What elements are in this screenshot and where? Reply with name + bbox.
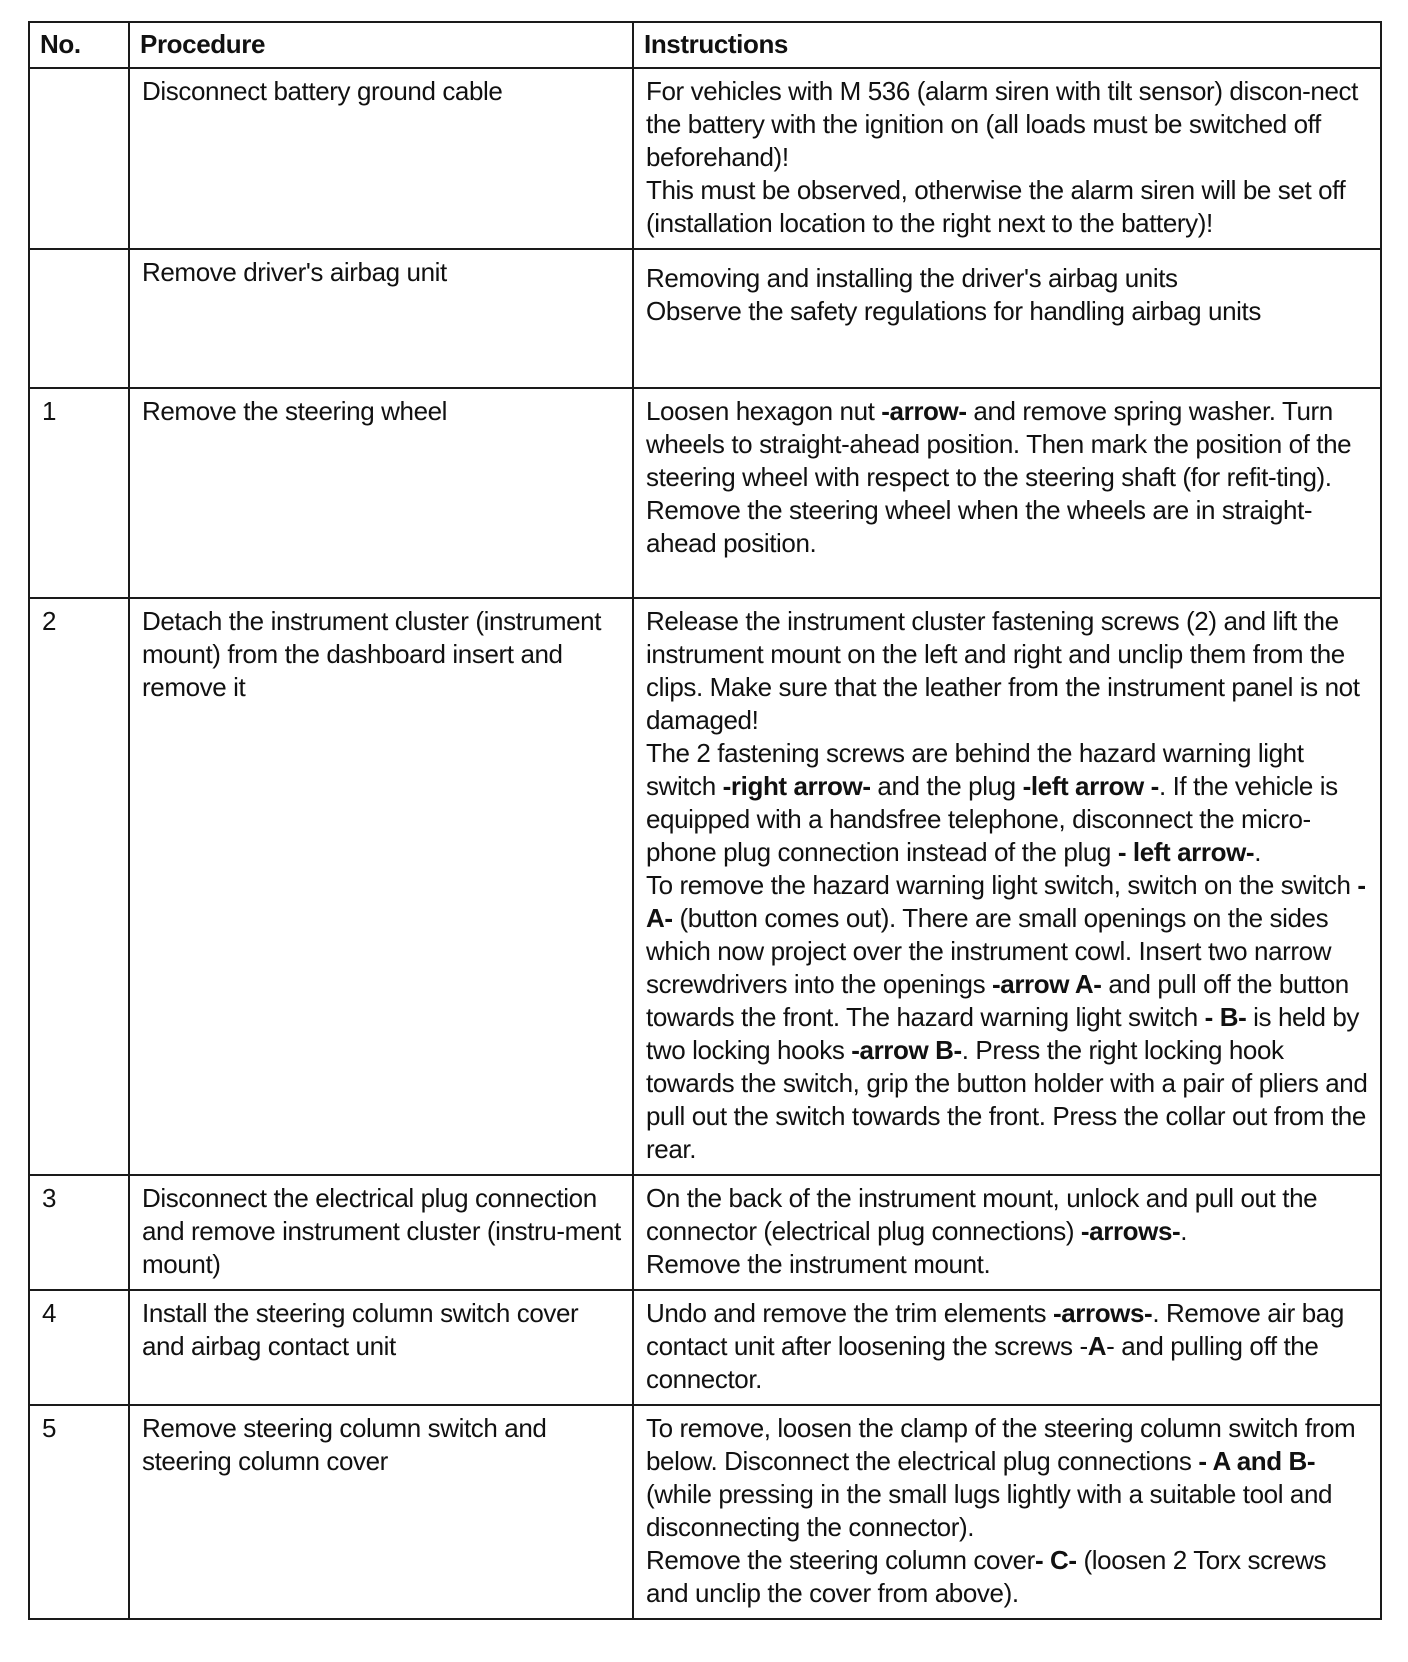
instruction-paragraph [646,1544,1372,1610]
instruction-paragraph [646,1412,1372,1544]
instruction-text: (while pressing in the small lugs lightly with a suitable tool and disconnecting the connector). [646,1479,1333,1542]
instruction-paragraph [646,1182,1372,1248]
instructions-cell [633,68,1381,249]
header-instructions: Instructions [633,22,1381,68]
instruction-text: . [1254,837,1262,867]
instruction-text: Release the instrument cluster fastening screws (2) and lift the instrument mount on the left and right and unclip them from the clips. Make sure that the leather from the instrument panel is not damaged! [646,606,1360,735]
instruction-emphasis: -arrows- [1080,1216,1181,1246]
instruction-text: Remove the instrument mount. [646,1249,991,1279]
instruction-text: For vehicles with M 536 (alarm siren with tilt sensor) discon-nect the battery with the ignition on (all loads must be switched off beforehand)! [646,76,1358,172]
instruction-paragraph [646,75,1372,174]
instructions-cell [633,249,1381,388]
header-no: No. [29,22,129,68]
table-row [29,1405,1381,1619]
table-row [29,68,1381,249]
instruction-emphasis: A [1087,1331,1107,1361]
procedure-text: Disconnect the electrical plug connection and remove instrument cluster (instru-ment mount) [129,1175,633,1290]
instruction-paragraph [646,494,1372,560]
instruction-text: On the back of the instrument mount, unlock and pull out the connector (electrical plug connections) [646,1183,1318,1246]
instruction-emphasis: -arrow B- [851,1035,962,1065]
instruction-paragraph [646,174,1372,240]
instruction-text: To remove the hazard warning light switch, switch on the switch [646,870,1358,900]
instruction-text: Remove the steering column cover [646,1545,1035,1575]
instruction-text: To remove, loosen the clamp of the steering column switch from below. Disconnect the electrical plug connections [646,1413,1356,1476]
instruction-text: and pull off the button towards the front. The hazard warning light switch [646,969,1349,1032]
instruction-text: (loosen 2 Torx screws and unclip the cover from above). [646,1545,1327,1608]
instructions-cell [633,1405,1381,1619]
step-number: 3 [29,1175,129,1290]
instruction-text: Observe the safety regulations for handling airbag units [646,296,1261,326]
header-row [29,22,1381,68]
instruction-text: and the plug [870,771,1023,801]
step-number [29,68,129,249]
instruction-paragraph [646,605,1372,737]
instruction-text: and remove spring washer. Turn wheels to straight-ahead position. Then mark the position of the steering wheel with respect to the steering shaft (for refit-ting). [646,396,1352,492]
table-row [29,598,1381,1175]
procedure-text: Disconnect battery ground cable [129,68,633,249]
instruction-text: . [1180,1216,1188,1246]
instructions-cell [633,598,1381,1175]
procedure-table [28,21,1382,1620]
instruction-emphasis: - B- [1204,1002,1247,1032]
instruction-paragraph [646,869,1372,1166]
instruction-text: The 2 fastening screws are behind the hazard warning light switch [646,738,1304,801]
instructions-cell [633,1290,1381,1405]
instruction-paragraph [646,262,1372,295]
instruction-text: Removing and installing the driver's airbag units [646,263,1178,293]
instruction-emphasis: - C- [1034,1545,1077,1575]
step-number: 2 [29,598,129,1175]
instruction-paragraph [646,1297,1372,1396]
table-body [29,68,1381,1619]
instructions-cell [633,388,1381,598]
instructions-cell [633,1175,1381,1290]
step-number: 5 [29,1405,129,1619]
procedure-text: Remove driver's airbag unit [129,249,633,388]
instruction-paragraph [646,295,1372,328]
step-number: 4 [29,1290,129,1405]
instruction-text: . Press the right locking hook towards the switch, grip the button holder with a pair of pliers and pull out the switch towards the front. Press the collar out from the rear. [646,1035,1368,1164]
instruction-paragraph [646,1248,1372,1281]
procedure-text: Detach the instrument cluster (instrument mount) from the dashboard insert and remove it [129,598,633,1175]
procedure-text: Remove the steering wheel [129,388,633,598]
procedure-text: Remove steering column switch and steering column cover [129,1405,633,1619]
instruction-text: Remove the steering wheel when the wheels are in straight-ahead position. [646,495,1313,558]
instruction-paragraph [646,395,1372,494]
step-number: 1 [29,388,129,598]
instruction-text: Undo and remove the trim elements [646,1298,1053,1328]
instruction-emphasis: - A and B- [1198,1446,1316,1476]
instruction-text: is held by two locking hooks [646,1002,1360,1065]
instruction-text: - and pulling off the connector. [646,1331,1319,1394]
instruction-text: . Remove air bag contact unit after loosening the screws - [646,1298,1344,1361]
instruction-emphasis: -right arrow- [722,771,871,801]
header-procedure: Procedure [129,22,633,68]
instruction-emphasis: -A- [646,870,1366,933]
instruction-text: Loosen hexagon nut [646,396,882,426]
instruction-text: (button comes out). There are small openings on the sides which now project over the instrument cowl. Insert two narrow screwdrivers into the openings [646,903,1332,999]
instruction-emphasis: -arrow- [881,396,967,426]
instruction-paragraph [646,737,1372,869]
instruction-text: . If the vehicle is equipped with a handsfree telephone, disconnect the micro-phone plug connection instead of the plug [646,771,1338,867]
instruction-emphasis: -arrows- [1052,1298,1153,1328]
table-row [29,1290,1381,1405]
instruction-emphasis: -arrow A- [992,969,1102,999]
instruction-emphasis: - left arrow- [1117,837,1255,867]
table-row [29,388,1381,598]
procedure-text: Install the steering column switch cover and airbag contact unit [129,1290,633,1405]
instruction-text: This must be observed, otherwise the alarm siren will be set off (installation location to the right next to the battery)! [646,175,1346,238]
step-number [29,249,129,388]
table-row [29,1175,1381,1290]
table-row [29,249,1381,388]
instruction-emphasis: -left arrow - [1022,771,1159,801]
